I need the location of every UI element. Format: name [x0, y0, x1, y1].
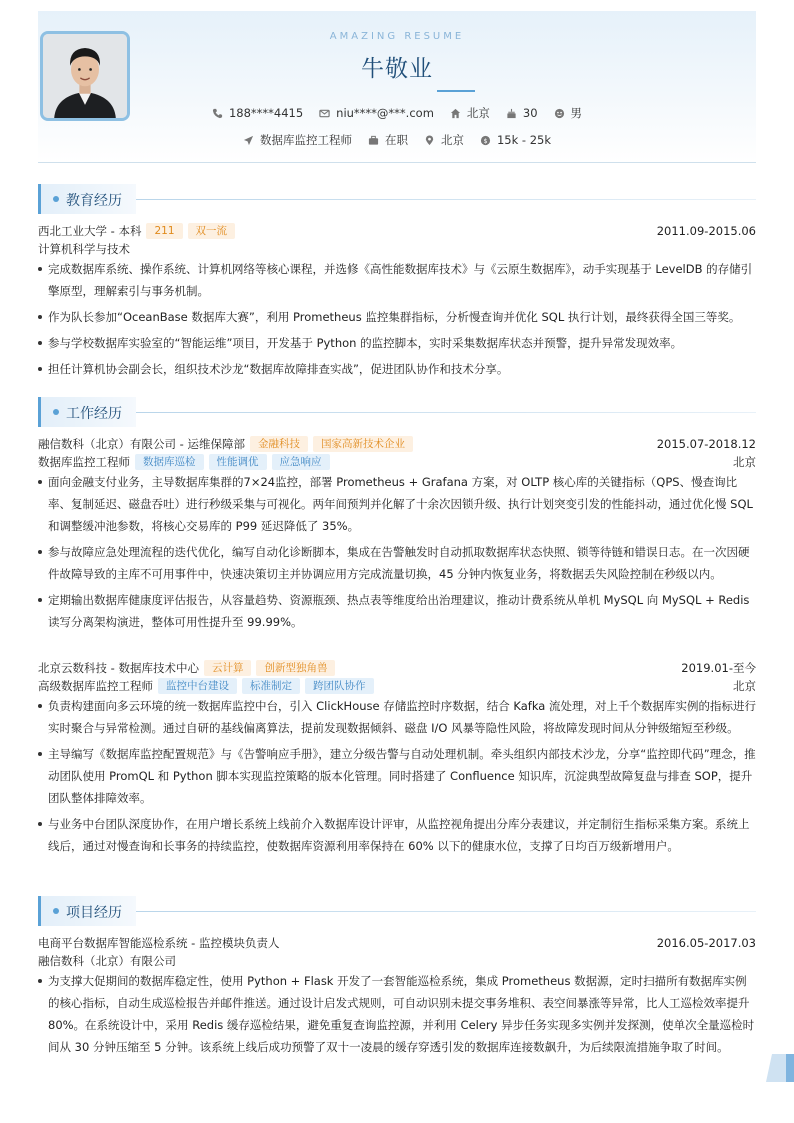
work-bullets — [38, 695, 756, 861]
project-bullets — [38, 970, 756, 1062]
project-name: 电商平台数据库智能巡检系统 - 监控模块负责人 — [38, 935, 280, 950]
work-section-header — [38, 397, 756, 427]
location-icon — [424, 135, 435, 146]
brand-subtitle: AMAZING RESUME — [329, 31, 465, 42]
list-item: 负责构建面向多云环境的统一数据库监控中台，引入 ClickHouse 存储监控时序数据，结合 Kafka 流处理，对上千个数据库实例的指标进行实时聚合与异常检测。通过自研的基线偏离算法，提前发现数据倾斜、磁盘 I/O 风暴等隐性风险，将故障发现时间从分钟级缩短至秒级。 — [38, 695, 756, 739]
education-school-row — [38, 222, 756, 239]
list-item: 参与学校数据库实验室的“智能运维”项目，开发基于 Python 的监控脚本，实时采集数据库状态并预警，提升异常发现效率。 — [38, 332, 756, 354]
phone-info — [212, 105, 303, 121]
school-tag: 双一流 — [188, 223, 236, 239]
company-tag: 云计算 — [204, 660, 252, 676]
gender-info — [554, 105, 583, 121]
city-info — [424, 132, 464, 148]
work-period: 2019.01-至今 — [681, 660, 756, 675]
skill-tag: 监控中台建设 — [158, 678, 237, 694]
salary-info — [480, 132, 551, 148]
gender-text: 男 — [570, 106, 583, 120]
work-role-row — [38, 677, 756, 694]
email-text: niu****@***.com — [336, 106, 434, 120]
list-item: 定期输出数据库健康度评估报告，从容量趋势、资源瓶颈、热点表等维度给出治理建议，推动计费系统从单机 MySQL 向 MySQL + Redis 读写分离架构演进，整体可用性提升至 99.99%。 — [38, 589, 756, 633]
svg-text:$: $ — [483, 136, 488, 145]
school-name: 西北工业大学 - 本科 — [38, 223, 142, 238]
education-major-row — [38, 240, 756, 257]
school-tag: 211 — [146, 223, 182, 239]
skill-tag: 应急响应 — [272, 454, 330, 470]
list-item: 与业务中台团队深度协作，在用户增长系统上线前介入数据库设计评审，从监控视角提出分库分表建议，并定制衍生指标采集方案。系统上线后，通过对慢查询和长事务的持续监控，使数据库资源利用率保持在 60% 以下的健康水位，支撑了日均百万级新增用户。 — [38, 813, 756, 857]
skill-tag: 数据库巡检 — [135, 454, 204, 470]
project-title: 项目经历 — [66, 905, 122, 921]
resume-header — [38, 11, 756, 163]
contact-row — [38, 105, 756, 121]
company-tag: 金融科技 — [250, 436, 308, 452]
education-bullets — [38, 258, 756, 384]
education-period: 2011.09-2015.06 — [656, 223, 756, 238]
age-text: 30 — [522, 106, 538, 120]
project-company: 融信数科（北京）有限公司 — [38, 953, 176, 968]
project-period: 2016.05-2017.03 — [656, 935, 756, 950]
project-name-row — [38, 934, 756, 951]
education-section-header — [38, 184, 756, 214]
list-item: 面向金融支付业务，主导数据库集群的7×24监控，部署 Prometheus + Grafana 方案，对 OLTP 核心库的关键指标（QPS、慢查询比率、复制延迟、磁盘吞吐）进行秒级采集与可视化。两年间预判并化解了十余次因锁升级、执行计划突变引发的性能抖动，通过优化慢 SQL 和调整缓冲池参数，将核心交易库的 P99 延迟降低了 35%。 — [38, 471, 756, 537]
work-city: 北京 — [733, 454, 756, 469]
work-city: 北京 — [733, 678, 756, 693]
email-info — [319, 105, 434, 121]
list-item: 完成数据库系统、操作系统、计算机网络等核心课程，并选修《高性能数据库技术》与《云原生数据库》，动手实现基于 LevelDB 的存储引擎原型，理解索引与事务机制。 — [38, 258, 756, 302]
briefcase-icon — [368, 135, 379, 146]
company-name: 融信数科（北京）有限公司 - 运维保障部 — [38, 436, 245, 451]
major-name: 计算机科学与技术 — [38, 241, 130, 256]
candidate-name: 牛敬业 — [361, 56, 433, 82]
skill-tag: 标准制定 — [242, 678, 300, 694]
work-period: 2015.07-2018.12 — [656, 436, 756, 451]
role-name: 高级数据库监控工程师 — [38, 678, 153, 693]
gender-icon — [554, 108, 565, 119]
list-item: 参与故障应急处理流程的迭代优化，编写自动化诊断脚本，集成在告警触发时自动抓取数据库状态快照、锁等待链和错误日志。在一次因硬件故障导致的主库不可用事件中，快速决策切主并协调应用方完成流量切换，45 分钟内恢复业务，将数据丢失风险控制在秒级以内。 — [38, 541, 756, 585]
resume-page — [38, 11, 756, 1054]
send-icon — [243, 135, 254, 146]
project-section-header — [38, 896, 756, 926]
salary-icon — [480, 135, 491, 146]
project-company-row — [38, 952, 756, 969]
role-name: 数据库监控工程师 — [38, 454, 130, 469]
corner-decoration — [766, 1054, 794, 1082]
work-role-row — [38, 453, 756, 470]
work-company-row — [38, 435, 756, 452]
phone-icon — [212, 108, 223, 119]
position-text: 数据库监控工程师 — [259, 133, 352, 147]
position-info — [243, 132, 352, 148]
salary-text: 15k - 25k — [496, 133, 552, 147]
list-item: 担任计算机协会副会长，组织技术沙龙“数据库故障排查实战”，促进团队协作和技术分享。 — [38, 358, 756, 380]
name-underline — [437, 90, 475, 92]
job-intent-row — [38, 132, 756, 148]
mail-icon — [319, 108, 330, 119]
skill-tag: 跨团队协作 — [305, 678, 374, 694]
company-name: 北京云数科技 - 数据库技术中心 — [38, 660, 199, 675]
hometown-info — [450, 105, 490, 121]
cake-icon — [506, 108, 517, 119]
hometown-text: 北京 — [466, 106, 490, 120]
skill-tag: 性能调优 — [209, 454, 267, 470]
work-bullets — [38, 471, 756, 637]
company-tag: 国家高新技术企业 — [313, 436, 413, 452]
work-company-row — [38, 659, 756, 676]
work-title: 工作经历 — [66, 406, 122, 422]
age-info — [506, 105, 538, 121]
list-item: 为支撑大促期间的数据库稳定性，使用 Python + Flask 开发了一套智能巡检系统，集成 Prometheus 数据源，定时扫描所有数据库实例的核心指标，自动生成巡检报告并邮件推送。通过设计启发式规则，可自动识别未提交事务堆积、表空间暴涨等异常，比人工巡检效率提升 80%。在系统设计中，采用 Redis 缓存巡检结果，避免重复查询监控源，并利用 Celery 异步任务实现多实例并发探测，使单次全量巡检时间从 30 分钟压缩至 5 分钟。该系统上线后成功预警了双十一凌晨的缓存穿透引发的数据库连接数飙升，为后续限流措施争取了时间。 — [38, 970, 756, 1058]
company-tag: 创新型独角兽 — [256, 660, 335, 676]
city-text: 北京 — [440, 133, 464, 147]
phone-text: 188****4415 — [228, 106, 304, 120]
status-info — [368, 132, 408, 148]
status-text: 在职 — [384, 133, 408, 147]
list-item: 主导编写《数据库监控配置规范》与《告警响应手册》，建立分级告警与自动处理机制。牵头组织内部技术沙龙，分享“监控即代码”理念，推动团队使用 PromQL 和 Python 脚本实现监控策略的版本化管理。同时搭建了 Confluence 知识库，沉淀典型故障复盘与排查 SOP，提升团队整体排障效率。 — [38, 743, 756, 809]
education-title: 教育经历 — [66, 193, 122, 209]
list-item: 作为队长参加“OceanBase 数据库大赛”，利用 Prometheus 监控集群指标，分析慢查询并优化 SQL 执行计划，最终获得全国三等奖。 — [38, 306, 756, 328]
home-icon — [450, 108, 461, 119]
